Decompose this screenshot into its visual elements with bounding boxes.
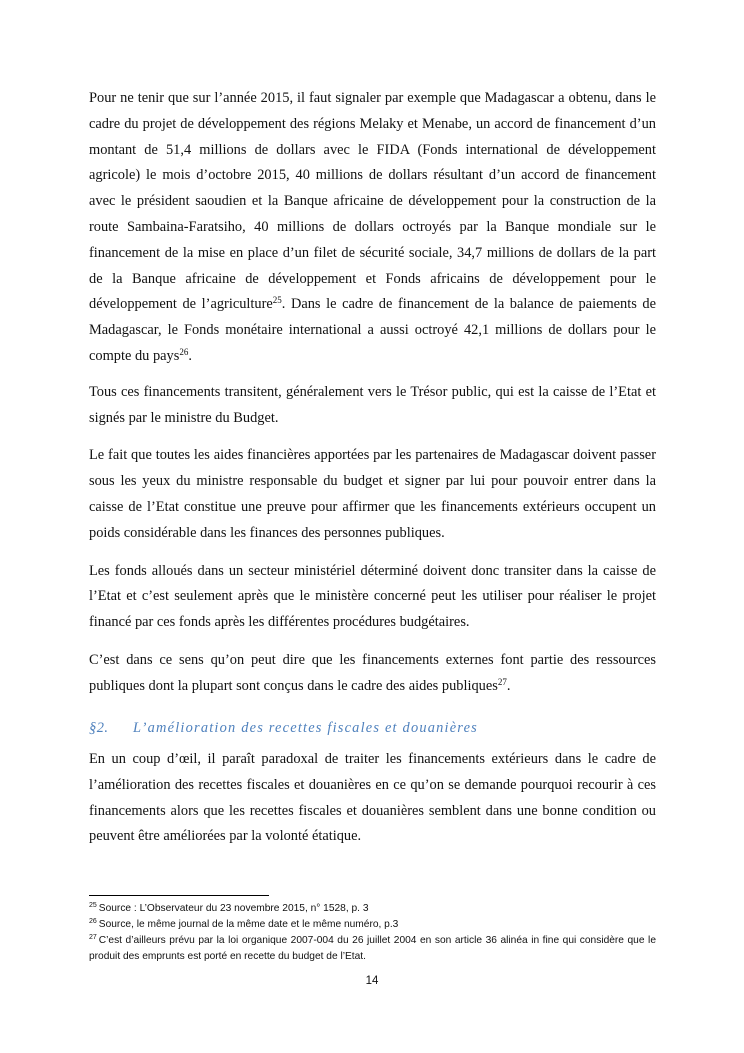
footnote-27 xyxy=(89,933,656,965)
paragraph-text: Pour ne tenir que sur l’année 2015, il faut signaler par exemple que Madagascar a obtenu, dans le cadre du projet de développement des régions Melaky et Menabe, un accord de financement d’un montant de 51,4 millions de dollars avec le FIDA (Fonds international de développement agricole) le mois d’octobre 2015, 40 millions de dollars résultant d’un accord de financement avec le président saoudien et la Banque africaine de développement pour la construction de la route Sambaina-Faratsiho, 40 millions de dollars octroyés par la Banque mondiale sur le financement de la mise en place d’un filet de sécurité sociale, 34,7 millions de dollars de la part de la Banque africaine de développement et Fonds africains de développement pour le développement de l’agriculture xyxy=(89,90,656,313)
footnote-ref-25[interactable]: 25 xyxy=(272,295,282,306)
footnote-text: Source : L’Observateur du 23 novembre 2015, n° 1528, p. 3 xyxy=(98,903,369,914)
footnote-ref-26[interactable]: 26 xyxy=(179,346,189,357)
paragraph-text: C’est dans ce sens qu’on peut dire que les financements externes font partie des ressources publiques dont la plupart sont conçus dans le cadre des aides publiques xyxy=(89,651,656,694)
section-number: §2. xyxy=(89,720,109,736)
footnote-ref-27[interactable]: 27 xyxy=(497,676,507,687)
paragraph-text: . Dans le cadre de financement de la balance de paiements de Madagascar, le Fonds monétaire international a aussi octroyé 42,1 millions de dollars pour le compte du pays xyxy=(89,296,656,364)
paragraph-ressources-publiques xyxy=(89,648,656,700)
section-heading xyxy=(89,717,656,739)
paragraph-text: . xyxy=(188,347,192,364)
footnote-number: 27 xyxy=(89,934,97,941)
footnote-number: 25 xyxy=(89,902,97,909)
footnote-text: Source, le même journal de la même date et le même numéro, p.3 xyxy=(98,919,399,930)
footnote-26 xyxy=(89,917,656,933)
footnote-separator xyxy=(89,895,269,896)
paragraph-aides-financieres: Le fait que toutes les aides financières apportées par les partenaires de Madagascar doivent passer sous les yeux du ministre responsable du budget et signer par lui pour pouvoir entrer dans la caisse de l’Etat constitue une preuve pour affirmer que les financements extérieurs occupent un poids considérable dans les finances des personnes publiques. xyxy=(89,447,656,541)
paragraph-tresor-public: Tous ces financements transitent, généralement vers le Trésor public, qui est la caisse de l’Etat et signés par le ministre du Budget. xyxy=(89,383,656,426)
footnote-number: 26 xyxy=(89,918,97,925)
paragraph-text: . xyxy=(506,677,511,694)
footnote-text: C’est d’ailleurs prévu par la loi organique 2007-004 du 26 juillet 2004 en son article 36 alinéa in fine qui considère que le produit des emprunts est porté en recette du budget de l’Etat. xyxy=(89,935,656,962)
footnotes xyxy=(89,901,656,965)
paragraph-fonds-alloues: Les fonds alloués dans un secteur ministériel déterminé doivent donc transiter dans la caisse de l’Etat et c’est seulement après que le ministère concerné peut les utiliser pour réaliser le projet financé par ces fonds après les différentes procédures budgétaires. xyxy=(89,562,656,631)
paragraph-block-2 xyxy=(89,747,656,850)
section-title: L’amélioration des recettes fiscales et douanières xyxy=(133,720,478,736)
paragraph-financing-2015 xyxy=(89,86,656,370)
page-number: 14 xyxy=(365,975,379,987)
paragraph-coup-doeil: En un coup d’œil, il paraît paradoxal de traiter les financements extérieurs dans le cadre de l’amélioration des recettes fiscales et douanières en ce qu’on se demande pourquoi recourir à ces financements alors que les recettes fiscales et douanières semblent dans une bonne condition ou peuvent être améliorées par la volonté étatique. xyxy=(89,751,656,845)
footnote-25 xyxy=(89,901,656,917)
paragraph-block-1 xyxy=(89,86,656,700)
